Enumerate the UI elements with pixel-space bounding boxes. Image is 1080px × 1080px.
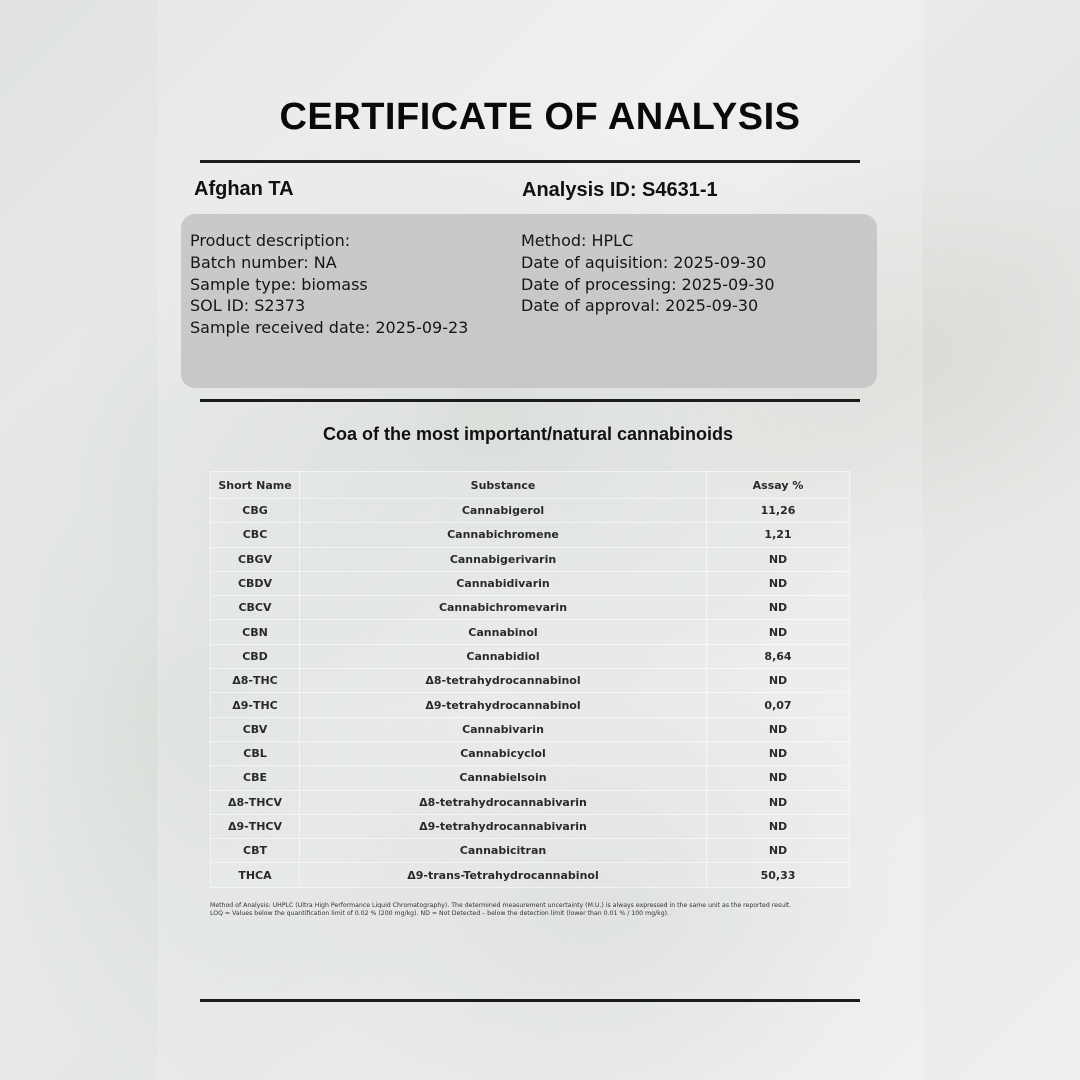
date-of-processing: Date of processing: 2025-09-30 xyxy=(521,274,775,294)
certificate-title: CERTIFICATE OF ANALYSIS xyxy=(279,96,801,138)
footnote-line: Method of Analysis: UHPLC (Ultra High Performance Liquid Chromatography). The determined measurement uncertainty (M.U.) is always expressed in the same unit as the reported result. xyxy=(210,902,792,909)
assay-cell: 11,26 xyxy=(707,499,850,523)
method: Method: HPLC xyxy=(521,231,634,250)
short-name-cell: CBGV xyxy=(211,547,300,571)
sample-info-left xyxy=(190,230,468,339)
sample-received-date: Sample received date: 2025-09-23 xyxy=(190,318,469,338)
section-title: Coa of the most important/natural cannabinoids xyxy=(322,424,734,444)
substance-cell: Δ9-trans-Tetrahydrocannabinol xyxy=(300,863,707,887)
table-row xyxy=(211,717,850,741)
header-assay: Assay % xyxy=(707,472,850,499)
middle-divider xyxy=(200,399,860,402)
substance-cell: Cannabielsoin xyxy=(300,766,707,790)
assay-cell: ND xyxy=(707,741,850,765)
short-name-cell: CBV xyxy=(211,717,300,741)
substance-cell: Cannabidiol xyxy=(300,644,707,668)
sol-id: SOL ID: S2373 xyxy=(190,296,306,316)
substance-cell: Cannabinol xyxy=(300,620,707,644)
short-name-cell: CBD xyxy=(211,644,300,668)
analysis-id: Analysis ID: S4631-1 xyxy=(522,179,718,201)
table-row xyxy=(211,669,850,693)
assay-cell: ND xyxy=(707,766,850,790)
bottom-divider xyxy=(200,999,860,1002)
product-description: Product description: xyxy=(190,231,351,250)
sample-info-right xyxy=(521,230,775,317)
short-name-cell: Δ8-THC xyxy=(211,669,300,693)
substance-cell: Δ9-tetrahydrocannabivarin xyxy=(300,814,707,838)
assay-cell: ND xyxy=(707,620,850,644)
table-row xyxy=(211,596,850,620)
date-of-acquisition: Date of aquisition: 2025-09-30 xyxy=(521,252,767,272)
assay-cell: ND xyxy=(707,547,850,571)
table-row xyxy=(211,523,850,547)
substance-cell: Δ8-tetrahydrocannabivarin xyxy=(300,790,707,814)
substance-cell: Cannabigerol xyxy=(300,499,707,523)
substance-cell: Δ9-tetrahydrocannabinol xyxy=(300,693,707,717)
table-row xyxy=(211,644,850,668)
substance-cell: Cannabigerivarin xyxy=(300,547,707,571)
short-name-cell: Δ8-THCV xyxy=(211,790,300,814)
assay-cell: ND xyxy=(707,717,850,741)
short-name-cell: CBC xyxy=(211,523,300,547)
short-name-cell: CBE xyxy=(211,766,300,790)
table-row xyxy=(211,839,850,863)
footnote-line: LOQ = Values below the quantification limit of 0.02 % (200 mg/kg). ND = Not Detected – below the detection limit (lower than 0.01 % / 100 mg/kg). xyxy=(210,910,669,917)
table-row xyxy=(211,693,850,717)
assay-cell: 8,64 xyxy=(707,644,850,668)
table-row xyxy=(211,499,850,523)
substance-cell: Cannabicyclol xyxy=(300,741,707,765)
substance-cell: Cannabichromevarin xyxy=(300,596,707,620)
assay-cell: ND xyxy=(707,839,850,863)
table-row xyxy=(211,620,850,644)
batch-number: Batch number: NA xyxy=(190,252,337,272)
short-name-cell: CBG xyxy=(211,499,300,523)
table-row xyxy=(211,790,850,814)
substance-cell: Cannabivarin xyxy=(300,717,707,741)
short-name-cell: CBN xyxy=(211,620,300,644)
short-name-cell: Δ9-THCV xyxy=(211,814,300,838)
table-header-row xyxy=(211,472,850,499)
assay-cell: ND xyxy=(707,669,850,693)
table-row xyxy=(211,863,850,887)
assay-cell: ND xyxy=(707,596,850,620)
short-name-cell: THCA xyxy=(211,863,300,887)
assay-cell: 1,21 xyxy=(707,523,850,547)
short-name-cell: CBCV xyxy=(211,596,300,620)
table-row xyxy=(211,766,850,790)
table-row xyxy=(211,741,850,765)
product-name: Afghan TA xyxy=(194,178,294,200)
substance-cell: Δ8-tetrahydrocannabinol xyxy=(300,669,707,693)
assay-cell: 0,07 xyxy=(707,693,850,717)
sample-type: Sample type: biomass xyxy=(190,274,368,294)
header-substance: Substance xyxy=(300,472,707,499)
date-of-approval: Date of approval: 2025-09-30 xyxy=(521,296,759,316)
assay-cell: ND xyxy=(707,790,850,814)
table-row xyxy=(211,571,850,595)
sample-info-box xyxy=(181,214,877,388)
header-short-name: Short Name xyxy=(211,472,300,499)
table-row xyxy=(211,547,850,571)
short-name-cell: CBT xyxy=(211,839,300,863)
assay-cell: ND xyxy=(707,571,850,595)
substance-cell: Cannabichromene xyxy=(300,523,707,547)
short-name-cell: CBL xyxy=(211,741,300,765)
substance-cell: Cannabidivarin xyxy=(300,571,707,595)
assay-cell: ND xyxy=(707,814,850,838)
cannabinoid-table xyxy=(210,471,850,888)
short-name-cell: Δ9-THC xyxy=(211,693,300,717)
table-row xyxy=(211,814,850,838)
top-divider xyxy=(200,160,860,163)
short-name-cell: CBDV xyxy=(211,571,300,595)
assay-cell: 50,33 xyxy=(707,863,850,887)
substance-cell: Cannabicitran xyxy=(300,839,707,863)
method-footnote xyxy=(210,902,860,918)
